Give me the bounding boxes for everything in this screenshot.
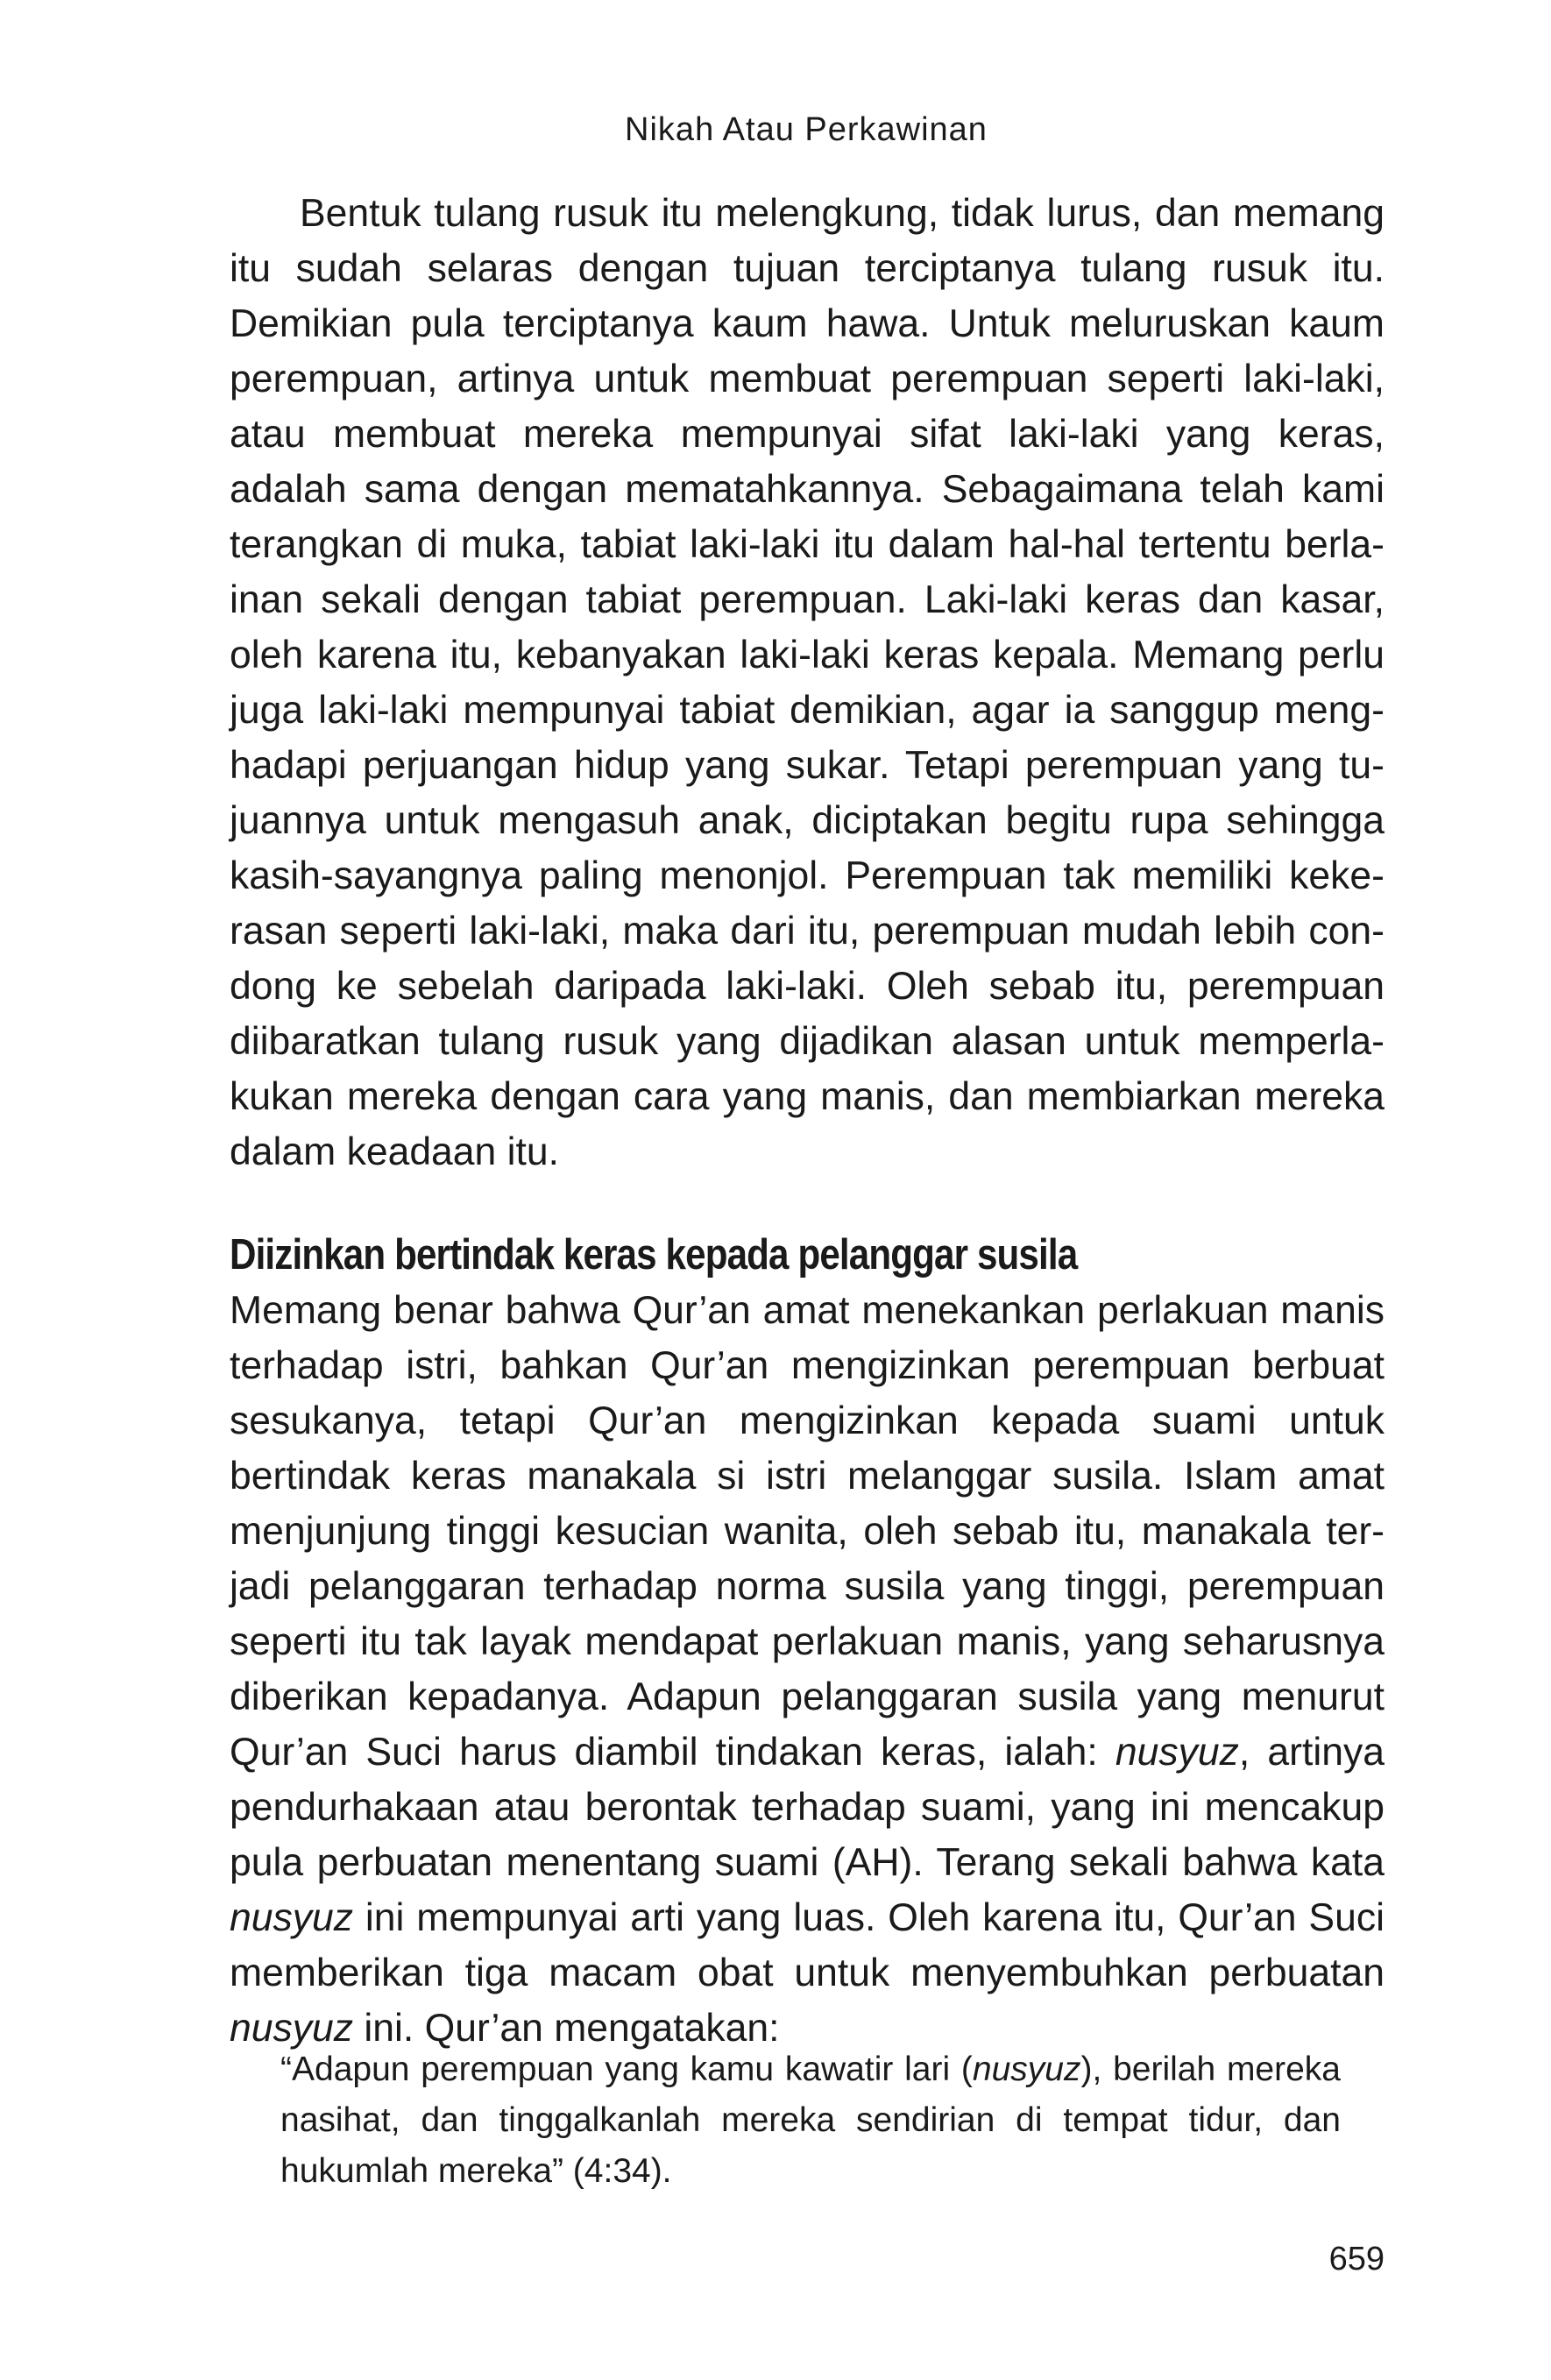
paragraph-2-text-3: ini mempunyai arti yang luas. Oleh karena itu, Qur’an Suci memberikan tiga macam obat untuk menyembuhkan perbuatan [230, 1896, 1385, 1994]
section-heading: Diizinkan bertindak keras kepada pelanggar susila [230, 1231, 1078, 1279]
quote-text-2: ), berilah mereka nasihat, dan tinggalkanlah mereka sendirian di tempat tidur, dan hukumlah mereka” (4:34). [280, 2051, 1341, 2190]
term-nusyuz-1: nusyuz [1115, 1731, 1239, 1774]
paragraph-2-text-1: Memang benar bahwa Qur’an amat menekankan perlakuan manis terhadap istri, bahkan Qur’an mengizinkan perempuan berbuat sesukanya, tetapi Qur’an mengizinkan kepada suami untuk bertindak keras manakala si istri melanggar susila. Islam amat menjunjung tinggi kesucian wanita, oleh sebab itu, manakala terjadi pelanggaran terhadap norma susila yang tinggi, perempuan seperti itu tak layak mendapat perlakuan manis, yang seharusnya diberikan kepadanya. Adapun pelanggaran susila yang menurut Qur’an Suci harus diambil tindakan keras, ialah: [230, 1289, 1385, 1774]
quran-quote [280, 2044, 1341, 2197]
quote-term-nusyuz: nusyuz [972, 2051, 1081, 2088]
paragraph-2-text-4: ini. Qur’an mengatakan: [353, 2007, 780, 2050]
term-nusyuz-2: nusyuz [230, 1896, 353, 1939]
body-paragraph-1: Bentuk tulang rusuk itu melengkung, tidak lurus, dan memang itu sudah selaras dengan tujuan terciptanya tulang rusuk itu. Demikian pula terciptanya kaum hawa. Untuk meluruskan kaum perempuan, artinya untuk membuat perempuan seperti laki-laki, atau membuat mereka mempunyai sifat laki-laki yang keras, adalah sama dengan mematahkannya. Sebagaimana telah kami terangkan di muka, tabiat laki-laki itu dalam hal-hal tertentu berlainan sekali dengan tabiat perempuan. Laki-laki keras dan kasar, oleh karena itu, kebanyakan laki-laki keras kepala. Memang perlu juga laki-laki mempunyai tabiat demikian, agar ia sanggup menghadapi perjuangan hidup yang sukar. Tetapi perempuan yang tujuannya untuk mengasuh anak, diciptakan begitu rupa sehingga kasih-sayangnya paling menonjol. Perempuan tak memiliki kekerasan seperti laki-laki, maka dari itu, perempuan mudah lebih condong ke sebelah daripada laki-laki. Oleh sebab itu, perempuan diibaratkan tulang rusuk yang dijadikan alasan untuk memperlakukan mereka dengan cara yang manis, dan membiarkan mereka dalam keadaan itu. [230, 192, 1385, 1173]
term-nusyuz-3: nusyuz [230, 2007, 353, 2050]
paragraph-2-text-2: , artinya pendurhakaan atau berontak terhadap suami, yang ini mencakup pula perbuatan menentang suami (AH). Terang sekali bahwa kata [230, 1731, 1385, 1884]
body-paragraph-2 [230, 1283, 1385, 2056]
running-header: Nikah Atau Perkawinan [625, 111, 988, 148]
quote-text-1: “Adapun perempuan yang kamu kawatir lari ( [280, 2051, 973, 2088]
page-number: 659 [1328, 2241, 1385, 2277]
